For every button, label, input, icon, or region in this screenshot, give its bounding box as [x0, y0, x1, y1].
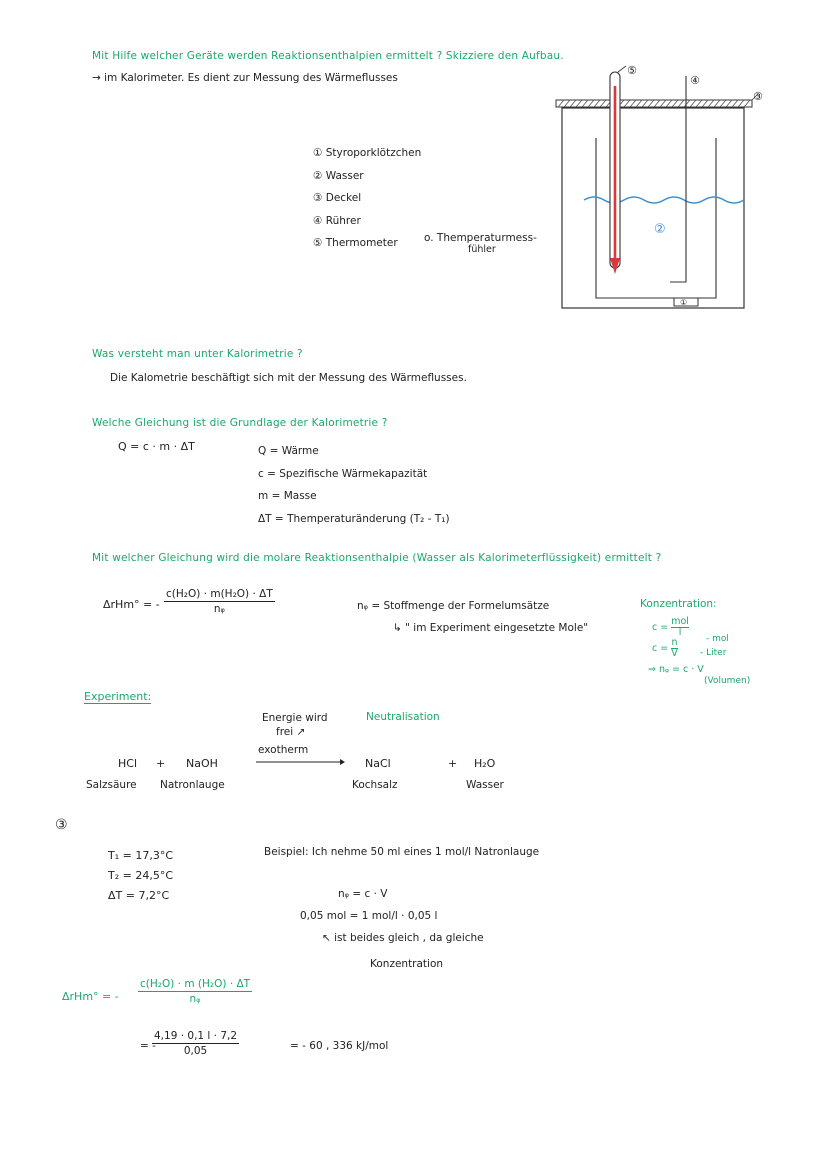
side-note-line2: c = $\frac{n}{V}$	[652, 637, 678, 659]
enthalpy-fraction	[164, 588, 275, 615]
marker-block: ①	[680, 298, 688, 307]
def-c: c = Spezifische Wärmekapazität	[258, 467, 428, 480]
calc-lhs: ΔrHm° = -	[62, 990, 119, 1003]
calc-fraction	[138, 978, 252, 1005]
side-note-unit1: - mol	[706, 634, 729, 644]
plus-2: +	[448, 757, 458, 770]
section-marker-3: ③	[55, 817, 68, 833]
legend	[313, 142, 421, 255]
calorimeter-diagram	[548, 62, 768, 318]
energy-note-2: frei ↗	[276, 726, 306, 738]
same-note-1: ↖ ist beides gleich , da gleiche	[322, 932, 484, 944]
side-note-line3: ⇒ nᵩ = c · V	[648, 664, 704, 675]
name-salzsaeure: Salzsäure	[86, 779, 137, 791]
legend-item-1: ① Styroporklötzchen	[313, 147, 422, 159]
def-dt: ΔT = Themperaturänderung (T₂ - T₁)	[258, 512, 450, 525]
marker-water: ②	[654, 222, 666, 237]
question-4: Mit welcher Gleichung wird die molare Reaktionsenthalpie (Wasser als Kalorimeterflüssigkeit) ermittelt ?	[92, 552, 662, 564]
calc-numerator: c(H₂O) · m (H₂O) · ΔT	[140, 978, 251, 990]
answer-2: Die Kalometrie beschäftigt sich mit der Messung des Wärmeflusses.	[110, 372, 467, 384]
plus-1: +	[156, 757, 166, 770]
def-m: m = Masse	[258, 490, 317, 502]
question-2: Was versteht man unter Kalorimetrie ?	[92, 348, 303, 360]
formula-defs	[258, 440, 450, 530]
temp-t1: T₁ = 17,3°C	[108, 849, 174, 862]
def-q: Q = Wärme	[258, 445, 319, 457]
side-note-unit2: - Liter	[700, 648, 727, 658]
legend-item-5: ⑤ Thermometer	[313, 237, 398, 249]
reactant-hcl: HCl	[118, 757, 138, 770]
marker-lid: ③	[753, 90, 763, 103]
calc-values-fraction	[152, 1030, 239, 1057]
reaction-arrow	[256, 757, 346, 767]
answer-1: → im Kalorimeter. Es dient zur Messung des Wärmeflusses	[92, 72, 398, 84]
side-note-line4: (Volumen)	[704, 676, 751, 686]
question-1: Mit Hilfe welcher Geräte werden Reaktionsenthalpien ermittelt ? Skizziere den Aufbau.	[92, 50, 564, 62]
energy-note-1: Energie wird	[262, 712, 328, 724]
calc-eq-prefix: = -	[140, 1040, 156, 1052]
enthalpy-numerator: c(H₂O) · m(H₂O) · ΔT	[166, 588, 273, 600]
temp-t2: T₂ = 24,5°C	[108, 869, 174, 882]
experiment-title: Experiment:	[84, 690, 152, 703]
name-natronlauge: Natronlauge	[160, 779, 225, 791]
calc-values-numerator: 4,19 · 0,1 l · 7,2	[154, 1030, 238, 1042]
legend-item-3: ③ Deckel	[313, 192, 362, 204]
legend-item-2: ② Wasser	[313, 169, 364, 182]
marker-thermometer: ⑤	[627, 64, 637, 77]
nf-note: ↳ " im Experiment eingesetzte Mole"	[393, 622, 589, 634]
name-kochsalz: Kochsalz	[352, 779, 398, 791]
exotherm-label: exotherm	[258, 744, 309, 756]
formula-q: Q = c · m · ΔT	[118, 440, 195, 453]
product-h2o: H₂O	[474, 757, 496, 770]
reactant-naoh: NaOH	[186, 757, 218, 770]
enthalpy-denominator: nᵩ	[213, 603, 225, 615]
legend-item-4: ④ Rührer	[313, 214, 361, 227]
side-note-line1: c = mol l	[652, 616, 689, 638]
product-nacl: NaCl	[365, 757, 391, 770]
example-text: Beispiel: Ich nehme 50 ml eines 1 mol/l Natronlauge	[264, 846, 540, 858]
marker-stirrer: ④	[690, 74, 700, 87]
n-equation: nᵩ = c · V	[338, 888, 388, 900]
calc-result: = - 60 , 336 kJ/mol	[290, 1040, 389, 1052]
neutralisation-label: Neutralisation	[366, 711, 440, 723]
name-wasser: Wasser	[466, 779, 504, 791]
calc-denominator: nᵩ	[189, 993, 201, 1005]
n-values: 0,05 mol = 1 mol/l · 0,05 l	[300, 910, 438, 922]
nf-definition: nᵩ = Stoffmenge der Formelumsätze	[357, 600, 550, 612]
same-note-2: Konzentration	[370, 958, 444, 970]
temperatures	[108, 846, 173, 906]
temp-delta: ΔT = 7,2°C	[108, 889, 170, 902]
question-3: Welche Gleichung ist die Grundlage der Kalorimetrie ?	[92, 417, 388, 429]
enthalpy-lhs: ΔrHm° = -	[103, 598, 160, 611]
legend-alt: o. Themperaturmess-	[424, 232, 537, 244]
side-note-title: Konzentration:	[640, 598, 717, 610]
calc-values-denominator: 0,05	[183, 1045, 208, 1057]
legend-alt-2: fühler	[468, 244, 496, 255]
